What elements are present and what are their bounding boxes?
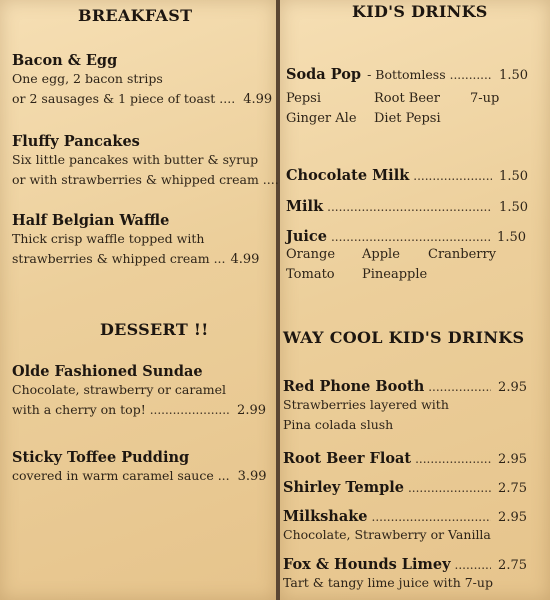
flavor-item: Diet Pepsi [374,111,441,126]
menu-item-shirley-temple [283,479,527,496]
item-name: Half Belgian Waffle [12,212,170,229]
item-description-price-row [12,89,273,110]
item-price: 2.75 [498,481,527,496]
item-header-row [283,378,527,395]
menu-item-red-phone-booth [283,378,527,435]
soda-flavor-list [286,89,528,129]
item-price: 2.95 [498,452,527,467]
item-header-row [283,508,527,525]
item-subtitle: - Bottomless [367,67,446,82]
item-description: or with strawberries & whipped cream .... [12,172,279,187]
way-cool-kids-drinks-heading: WAY COOL KID'S DRINKS [283,328,525,347]
item-price: 2.75 [498,558,527,573]
item-name: Red Phone Booth [283,378,425,395]
menu-item-juice [286,228,526,285]
flavor-item: Ginger Ale [286,111,357,126]
menu-item-milk [286,198,528,215]
menu-item-soda-pop [286,66,528,129]
leader-dots [415,452,491,466]
item-description-price-row [12,400,266,421]
item-name: Chocolate Milk [286,167,410,184]
leader-dots [372,510,492,524]
item-description: Chocolate, Strawberry or Vanilla [283,527,491,542]
item-description: Strawberries layered with [283,397,449,412]
item-description: strawberries & whipped cream ... [12,251,226,266]
leader-dots [408,481,491,495]
leader-dots [150,400,230,420]
item-price: 1.50 [497,230,526,245]
item-price: 2.99 [237,403,266,418]
item-description: One egg, 2 bacon strips [12,71,163,86]
menu-item-sundae [12,363,266,421]
flavor-item: Apple [362,247,400,262]
leader-dots [331,230,490,244]
item-name: Milk [286,198,324,215]
item-price: 1.50 [499,169,528,184]
item-price: 4.99 [230,252,260,267]
flavor-item: Orange [286,247,336,262]
item-description: covered in warm caramel sauce ... [12,468,230,483]
item-description: or 2 sausages & 1 piece of toast .... [12,91,236,106]
item-name: Soda Pop [286,66,362,83]
menu-item-bacon-egg [12,52,273,110]
item-description: Six little pancakes with butter & syrup [12,152,259,167]
leader-dots [413,169,492,183]
item-price: 1.50 [499,68,528,83]
right-menu-panel [280,0,550,600]
item-price: 2.95 [498,380,527,395]
item-price: 4.99 [243,92,273,107]
item-name: Fox & Hounds Limey [283,556,451,573]
item-price: 2.95 [498,510,527,525]
item-description: Pina colada slush [283,417,394,432]
menu-item-half-belgian-waffle [12,212,270,270]
item-description: Thick crisp waffle topped with [12,231,205,246]
item-name: Shirley Temple [283,479,404,496]
flavor-item: Pineapple [362,267,428,282]
flavor-item: Pepsi [286,91,322,106]
leader-dots [455,558,492,572]
breakfast-heading: BREAKFAST [78,6,193,25]
item-description: with a cherry on top! [12,402,146,417]
item-header-row [286,228,526,245]
leader-dots [450,68,492,82]
item-description-price-row [12,466,270,487]
menu-item-fox-hounds-limey [283,556,527,593]
item-description-price-row [12,249,270,270]
item-name: Bacon & Egg [12,52,118,69]
juice-flavor-list [286,245,526,285]
item-description: Tart & tangy lime juice with 7-up [283,575,493,590]
leader-dots [327,200,492,214]
item-name: Olde Fashioned Sundae [12,363,203,380]
menu-item-chocolate-milk [286,167,528,184]
item-header-row [283,556,527,573]
flavor-item: Cranberry [428,247,497,262]
item-name: Juice [286,228,327,245]
item-price: 3.99 [237,469,267,484]
menu-item-root-beer-float [283,450,527,467]
item-name: Root Beer Float [283,450,412,467]
item-name: Milkshake [283,508,368,525]
flavor-item: Root Beer [374,91,440,106]
menu-item-milkshake [283,508,527,545]
flavor-item: Tomato [286,267,335,282]
dessert-heading: DESSERT !! [100,320,209,339]
item-name: Sticky Toffee Pudding [12,449,190,466]
leader-dots [428,380,491,394]
menu-item-sticky-toffee-pudding [12,449,270,487]
item-price: 1.50 [499,200,528,215]
menu-item-fluffy-pancakes [12,133,279,190]
flavor-item: 7-up [470,91,500,106]
item-name: Fluffy Pancakes [12,133,140,150]
item-description: Chocolate, strawberry or caramel [12,382,227,397]
kids-drinks-heading: KID'S DRINKS [352,2,488,21]
item-header-row [286,66,528,83]
